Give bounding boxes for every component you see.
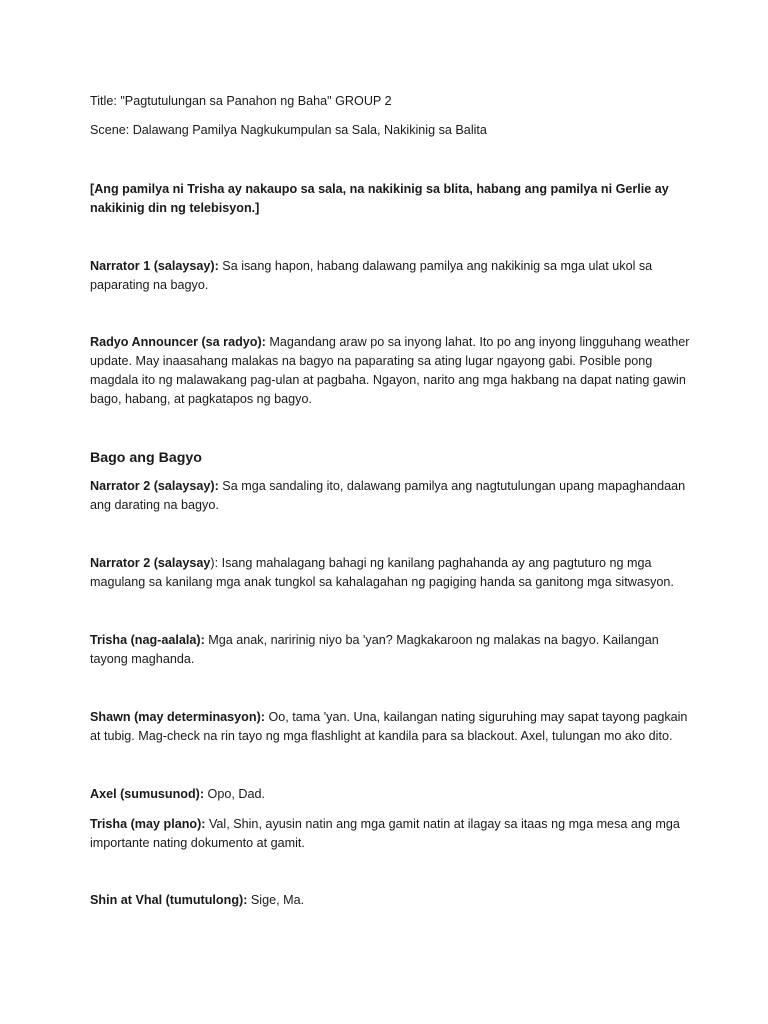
- dialogue-line: [90, 785, 690, 804]
- dialogue-line: [90, 815, 690, 853]
- scene-line: Scene: Dalawang Pamilya Nagkukumpulan sa Sala, Nakikinig sa Balita: [90, 123, 487, 137]
- dialogue-line: [90, 257, 690, 295]
- section-heading: Bago ang Bagyo: [90, 450, 202, 466]
- dialogue-line: [90, 631, 690, 669]
- dialogue-text: Sa mga sandaling ito, dalawang pamilya ang nagtutulungan upang mapaghandaan ang darating na bagyo.: [90, 479, 686, 512]
- speaker-label: Shawn (may determinasyon):: [90, 710, 265, 724]
- speaker-label: Narrator 1 (salaysay):: [90, 259, 219, 273]
- speaker-label: Axel (sumusunod):: [90, 787, 205, 801]
- dialogue-text: ): Isang mahalagang bahagi ng kanilang paghahanda ay ang pagtuturo ng mga magulang sa kanilang mga anak tungkol sa kahalagahan ng pagiging handa sa ganitong mga sitwasyon.: [90, 556, 674, 589]
- stage-direction: [Ang pamilya ni Trisha ay nakaupo sa sala, na nakikinig sa blita, habang ang pamilya ni Gerlie ay nakikinig din ng telebisyon.]: [90, 182, 669, 215]
- dialogue-text: Sa isang hapon, habang dalawang pamilya ang nakikinig sa mga ulat ukol sa paparating na bagyo.: [90, 259, 653, 292]
- title-line: Title: "Pagtutulungan sa Panahon ng Baha" GROUP 2: [90, 94, 392, 108]
- speaker-label: Trisha (nag-aalala):: [90, 633, 205, 647]
- speaker-label: Radyo Announcer (sa radyo):: [90, 335, 266, 349]
- dialogue-text: Sige, Ma.: [247, 893, 305, 907]
- speaker-label: Trisha (may plano):: [90, 817, 206, 831]
- dialogue-text: Oo, tama 'yan. Una, kailangan nating siguruhing may sapat tayong pagkain at tubig. Mag-check na rin tayo ng mga flashlight at kandila para sa blackout. Axel, tulungan mo ako dito.: [90, 710, 688, 743]
- dialogue-text: Opo, Dad.: [204, 787, 265, 801]
- speaker-label: Shin at Vhal (tumutulong):: [90, 893, 248, 907]
- dialogue-text: Magandang araw po sa inyong lahat. Ito po ang inyong lingguhang weather update. May inaasahang malakas na bagyo na paparating sa ating lugar ngayong gabi. Posible pong magdala ito ng malawakang pag-ulan at pagbaha. Ngayon, narito ang mga hakbang na dapat nating gawin bago, habang, at pagkatapos ng bagyo.: [90, 335, 690, 406]
- dialogue-line: [90, 477, 690, 515]
- dialogue-line: [90, 891, 690, 910]
- speaker-label: Narrator 2 (salaysay: [90, 556, 211, 570]
- dialogue-line: [90, 708, 690, 746]
- dialogue-text: Val, Shin, ayusin natin ang mga gamit natin at ilagay sa itaas ng mga mesa ang mga importante nating dokumento at gamit.: [90, 817, 680, 850]
- dialogue-line: [90, 554, 690, 592]
- dialogue-text: Mga anak, naririnig niyo ba 'yan? Magkakaroon ng malakas na bagyo. Kailangan tayong maghanda.: [90, 633, 659, 666]
- speaker-label: Narrator 2 (salaysay):: [90, 479, 219, 493]
- dialogue-line: [90, 333, 690, 409]
